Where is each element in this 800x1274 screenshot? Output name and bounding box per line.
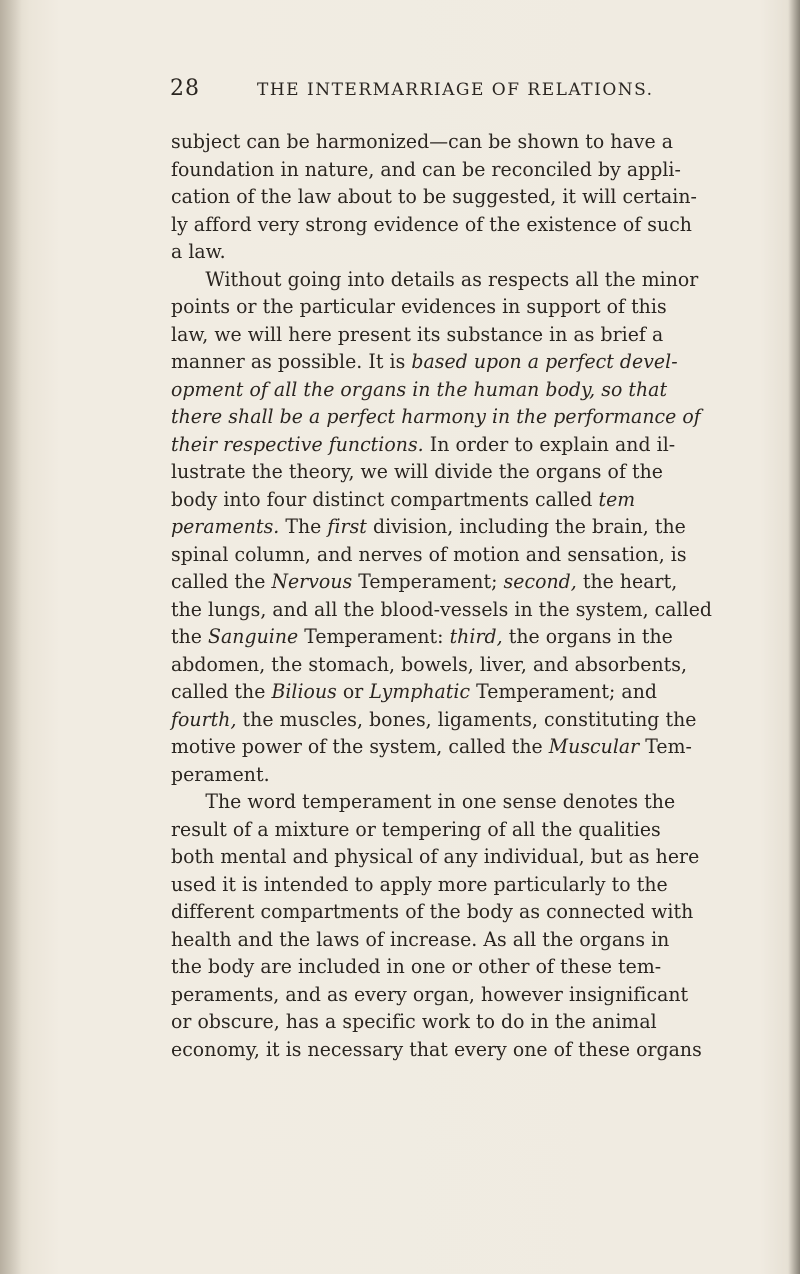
text-line: or obscure, has a specific work to do in the animal: [171, 1010, 657, 1033]
text-line: economy, it is necessary that every one of these organs: [171, 1037, 702, 1061]
page-edge-shadow: [788, 0, 800, 1274]
gutter-shadow: [0, 0, 22, 1274]
text-line: manner as possible. It is based upon a perfect devel-: [171, 350, 678, 373]
text-line: different compartments of the body as connected with: [171, 900, 694, 923]
running-head: THE INTERMARRIAGE OF RELATIONS.: [257, 80, 654, 100]
text-line: result of a mixture or tempering of all the qualities: [171, 817, 661, 841]
text-line: spinal column, and nerves of motion and sensation, is: [171, 542, 687, 566]
text-line: abdomen, the stomach, bowels, liver, and absorbents,: [171, 652, 688, 676]
text-line: The word temperament in one sense denotes the: [205, 790, 676, 813]
text-line: foundation in nature, and can be reconciled by appli-: [171, 157, 681, 181]
text-line: called the Bilious or Lymphatic Temperament; and: [171, 680, 658, 703]
italic-phrase: their respective functions.: [171, 432, 424, 456]
text-line: [171, 403, 788, 431]
text-line: the body are included in one or other of these tem-: [171, 955, 662, 978]
text-line: motive power of the system, called the Muscular Tem-: [171, 735, 692, 758]
italic-word: third,: [449, 625, 503, 648]
text-line: the Sanguine Temperament: third, the organs in the: [171, 625, 673, 648]
text-line: a law.: [171, 240, 226, 263]
italic-phrase: there shall be a perfect harmony in the performance of: [171, 405, 701, 428]
italic-word: second,: [503, 570, 577, 593]
text-line: lustrate the theory, we will divide the organs of the: [171, 460, 664, 483]
text-line: points or the particular evidences in support of this: [171, 295, 667, 318]
text-line: law, we will here present its substance in as brief a: [171, 322, 664, 346]
italic-word: fourth,: [171, 707, 237, 731]
italic-phrase: based upon a perfect devel-: [411, 350, 678, 373]
text-line: both mental and physical of any individual, but as here: [171, 845, 700, 868]
text-line: used it is intended to apply more particularly to the: [171, 872, 668, 896]
italic-word: Muscular: [548, 735, 640, 758]
text-line: their respective functions. In order to explain and il-: [171, 432, 676, 456]
text-line: called the Nervous Temperament; second, the heart,: [171, 570, 678, 593]
text-line: peraments. The first division, including the brain, the: [171, 515, 686, 538]
italic-word: peraments.: [171, 515, 280, 538]
text-line: ly afford very strong evidence of the existence of such: [171, 212, 692, 236]
text-line: peraments, and as every organ, however insignificant: [171, 982, 689, 1006]
page-header: [160, 76, 720, 106]
text-line: cation of the law about to be suggested, it will certain-: [171, 185, 697, 208]
italic-word: tem: [598, 487, 636, 511]
page-number: 28: [170, 76, 200, 101]
text-line: subject can be harmonized—can be shown to have a: [171, 130, 673, 153]
italic-word: Lymphatic: [369, 680, 471, 703]
body-text: [171, 128, 788, 1063]
text-line: [171, 376, 788, 404]
italic-phrase: opment of all the organs in the human body, so that: [171, 377, 668, 401]
italic-word: first: [327, 515, 367, 538]
text-line: health and the laws of increase. As all the organs in: [171, 927, 670, 951]
text-line: body into four distinct compartments called tem: [171, 487, 636, 511]
text-line: perament.: [171, 762, 270, 786]
italic-word: Nervous: [271, 570, 353, 593]
text-line: fourth, the muscles, bones, ligaments, constituting the: [171, 707, 697, 731]
text-line: Without going into details as respects all the minor: [205, 267, 699, 291]
italic-word: Bilious: [271, 680, 337, 703]
italic-word: Sanguine: [208, 625, 299, 648]
text-line: the lungs, and all the blood-vessels in the system, called: [171, 597, 713, 621]
